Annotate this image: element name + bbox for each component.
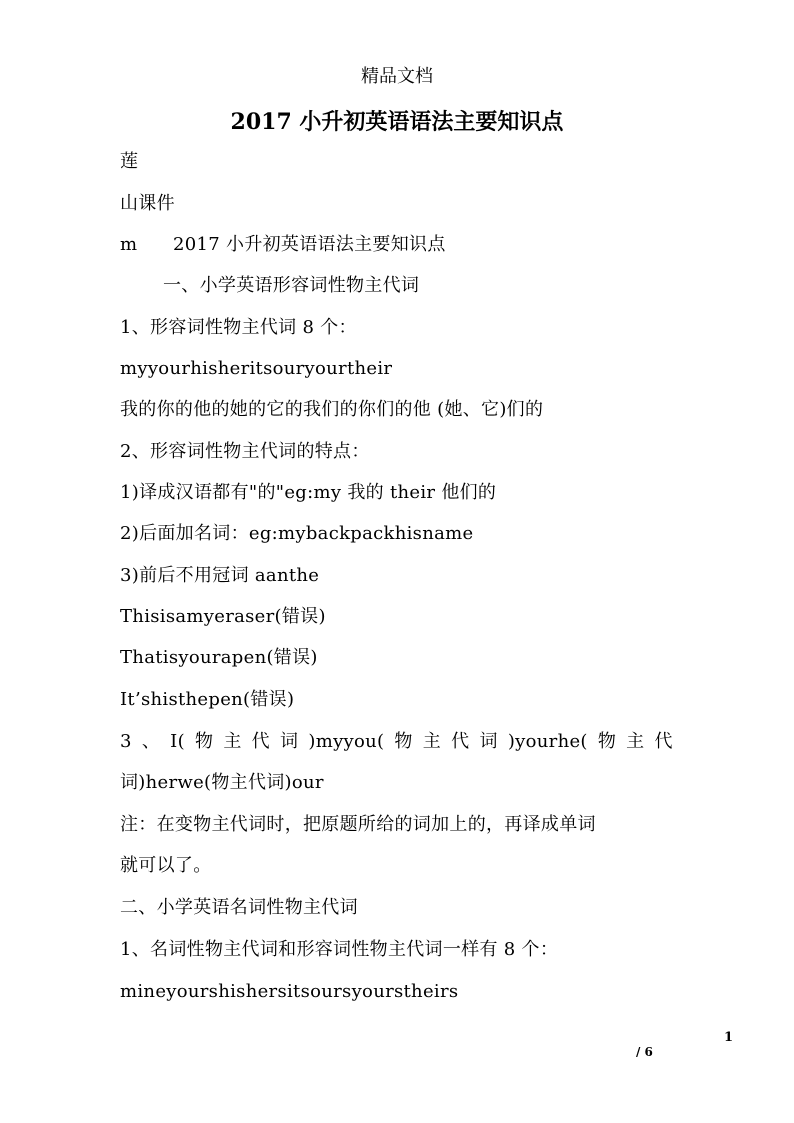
text-line-courseware: 山课件 (120, 193, 175, 214)
item-1-meanings: 我的你的他的她的它的我们的你们的他 (她、它)们的 (120, 399, 544, 420)
item-3-token: 物 (597, 731, 617, 752)
item-3-justified-line (120, 730, 673, 754)
note-line-2: 就可以了。 (120, 855, 212, 876)
item-3-token: 代 (251, 731, 270, 752)
item-2-1: 1)译成汉语都有"的"eg:my 我的 their 他们的 (120, 482, 497, 503)
item-2-3: 3)前后不用冠词 aanthe (120, 565, 320, 586)
item-1: 1、形容词性物主代词 8 个： (120, 317, 357, 338)
item-3-token: 代 (654, 731, 673, 752)
item-3-token: 词 (479, 731, 498, 752)
section-heading-1: 一、小学英语形容词性物主代词 (163, 275, 420, 296)
document-header: 精品文档 (361, 66, 433, 87)
text-line-m-prefix: m (120, 234, 138, 255)
item-3-token: 物 (194, 731, 214, 752)
item-4-words: mineyourshishersitsoursyourstheirs (120, 981, 459, 1002)
item-3-token: 代 (451, 731, 470, 752)
page-number: 1 (724, 1030, 734, 1045)
item-3-token: 词 (280, 731, 299, 752)
item-1-words: myyourhisheritsouryourtheir (120, 358, 393, 379)
section-heading-2: 二、小学英语名词性物主代词 (120, 897, 358, 918)
item-3-token: 主 (422, 731, 442, 752)
item-3-token: 主 (626, 731, 645, 752)
example-3: It’shisthepen(错误) (120, 689, 295, 710)
item-3-token: I( (170, 731, 185, 752)
example-1: Thisisamyeraser(错误) (120, 606, 326, 627)
item-3-token: 物 (394, 731, 413, 752)
item-2-2: 2)后面加名词：eg:mybackpackhisname (120, 523, 474, 544)
item-4: 1、名词性物主代词和形容词性物主代词一样有 8 个： (120, 939, 559, 960)
text-line-lian: 莲 (120, 151, 139, 172)
document-title: 2017 小升初英语语法主要知识点 (230, 109, 564, 135)
note-line-1: 注：在变物主代词时，把原题所给的词加上的，再译成单词 (120, 814, 596, 835)
item-3-token: 主 (223, 731, 242, 752)
page-total: / 6 (636, 1045, 653, 1059)
item-3-token: 、 (141, 731, 161, 752)
item-3-token: )yourhe( (507, 731, 588, 752)
item-3-token: 3 (120, 731, 132, 752)
item-3-continued: 词)herwe(物主代词)our (120, 772, 324, 793)
item-2: 2、形容词性物主代词的特点： (120, 441, 370, 462)
item-3-token: )myyou( (308, 731, 385, 752)
text-line-subtitle: 2017 小升初英语语法主要知识点 (173, 234, 446, 255)
example-2: Thatisyourapen(错误) (120, 647, 318, 668)
